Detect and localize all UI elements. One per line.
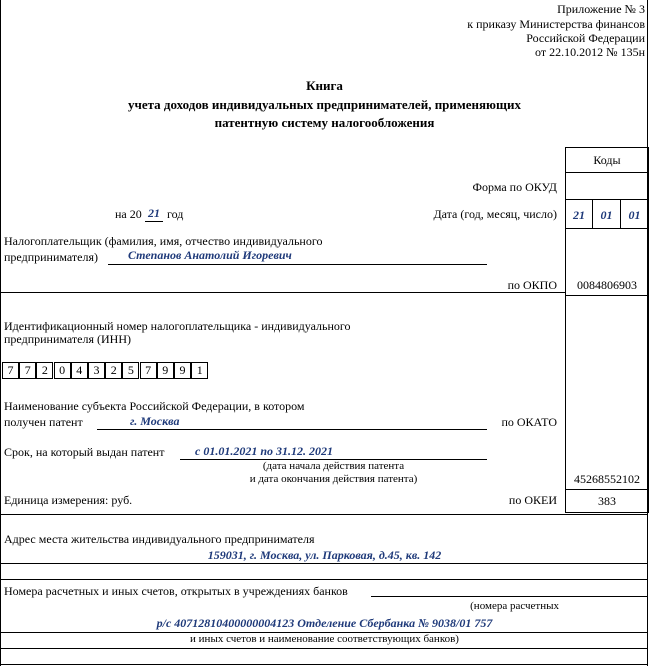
- okato-value: 45268552102: [574, 472, 640, 486]
- frame-bottom: [0, 664, 648, 665]
- okato-label: по ОКАТО: [501, 415, 557, 429]
- address-value: 159031, г. Москва, ул. Парковая, д.45, кв. 142: [207, 548, 442, 562]
- inn-digit-box: 4: [71, 362, 88, 379]
- date-month-cell: [592, 199, 621, 229]
- codes-header-cell: [565, 147, 649, 173]
- header-line-1: Приложение № 3: [557, 2, 645, 16]
- header-line-3: Российской Федерации: [526, 31, 645, 45]
- region-underline: [97, 429, 487, 430]
- title-line-3: патентную систему налогообложения: [214, 115, 435, 130]
- codes-header: Коды: [593, 153, 621, 167]
- inn-digit-box: 2: [105, 362, 122, 379]
- okud-label: Форма по ОКУД: [472, 180, 557, 194]
- date-day-value: 01: [628, 208, 641, 222]
- taxpayer-underline: [108, 264, 487, 265]
- region-label-1: Наименование субъекта Российской Федерации, в котором: [4, 399, 305, 413]
- inn-digit-box: 7: [19, 362, 36, 379]
- year-prefix: на 20: [115, 207, 142, 221]
- term-hint-1: (дата начала действия патента: [262, 460, 405, 472]
- okpo-value: 0084806903: [577, 278, 637, 292]
- inn-label-2: предпринимателя (ИНН): [4, 332, 131, 346]
- term-label: Срок, на который выдан патент: [4, 445, 165, 459]
- term-hint-2: и дата окончания действия патента): [249, 473, 418, 485]
- okud-cell: [565, 172, 649, 200]
- okato-cell: [565, 295, 649, 490]
- okei-value: 383: [598, 494, 616, 508]
- okpo-label: по ОКПО: [507, 278, 557, 292]
- okei-label: по ОКЕИ: [508, 493, 557, 507]
- inn-digit-box: 5: [122, 362, 139, 379]
- accounts-hint-1: (номера расчетных: [470, 600, 559, 612]
- accounts-underline-1: [371, 596, 648, 597]
- inn-digit-box: 7: [140, 362, 157, 379]
- title-line-2: учета доходов индивидуальных предпринимателей, применяющих: [128, 97, 521, 112]
- year-suffix: год: [167, 207, 184, 221]
- unit-label: Единица измерения: руб.: [4, 493, 133, 507]
- address-label: Адрес места жительства индивидуального предпринимателя: [4, 532, 315, 546]
- year-underline: [145, 221, 163, 222]
- inn-digit-box: 7: [2, 362, 19, 379]
- address-underline: [0, 563, 648, 564]
- inn-digit-box: 2: [36, 362, 53, 379]
- okei-cell: [565, 489, 649, 513]
- date-year-cell: [565, 199, 593, 229]
- header-line-2: к приказу Министерства финансов: [467, 17, 645, 31]
- region-value: г. Москва: [130, 414, 180, 428]
- date-day-cell: [620, 199, 649, 229]
- divider-4: [0, 648, 648, 649]
- inn-digit-box: 9: [174, 362, 191, 379]
- header-line-4: от 22.10.2012 № 135н: [535, 45, 645, 59]
- year-value: 21: [148, 206, 160, 220]
- date-label: Дата (год, месяц, число): [433, 207, 557, 221]
- inn-label-1: Идентификационный номер налогоплательщика - индивидуального: [4, 319, 351, 333]
- inn-digit-box: 0: [54, 362, 71, 379]
- region-label-2: получен патент: [4, 415, 83, 429]
- taxpayer-label-2: предпринимателя): [4, 250, 98, 264]
- date-year-value: 21: [573, 208, 585, 222]
- divider-1: [0, 292, 565, 293]
- inn-digit-box: 1: [191, 362, 208, 379]
- taxpayer-name: Степанов Анатолий Игоревич: [128, 248, 292, 262]
- inn-digit-box: 3: [88, 362, 105, 379]
- divider-2: [0, 514, 648, 515]
- term-value: с 01.01.2021 по 31.12. 2021: [195, 444, 333, 458]
- date-month-value: 01: [600, 208, 613, 222]
- inn-digit-box: 9: [157, 362, 174, 379]
- accounts-hint-2: и иных счетов и наименование соответствующих банков): [190, 633, 459, 645]
- taxpayer-label-1: Налогоплательщик (фамилия, имя, отчество индивидуального: [4, 234, 323, 248]
- divider-3: [0, 579, 648, 580]
- title-line-1: Книга: [306, 78, 343, 93]
- okpo-cell: [565, 228, 649, 296]
- accounts-label: Номера расчетных и иных счетов, открытых в учреждениях банков: [4, 584, 348, 598]
- accounts-value: р/с 40712810400000004123 Отделение Сбербанка № 9038/01 757: [156, 616, 493, 630]
